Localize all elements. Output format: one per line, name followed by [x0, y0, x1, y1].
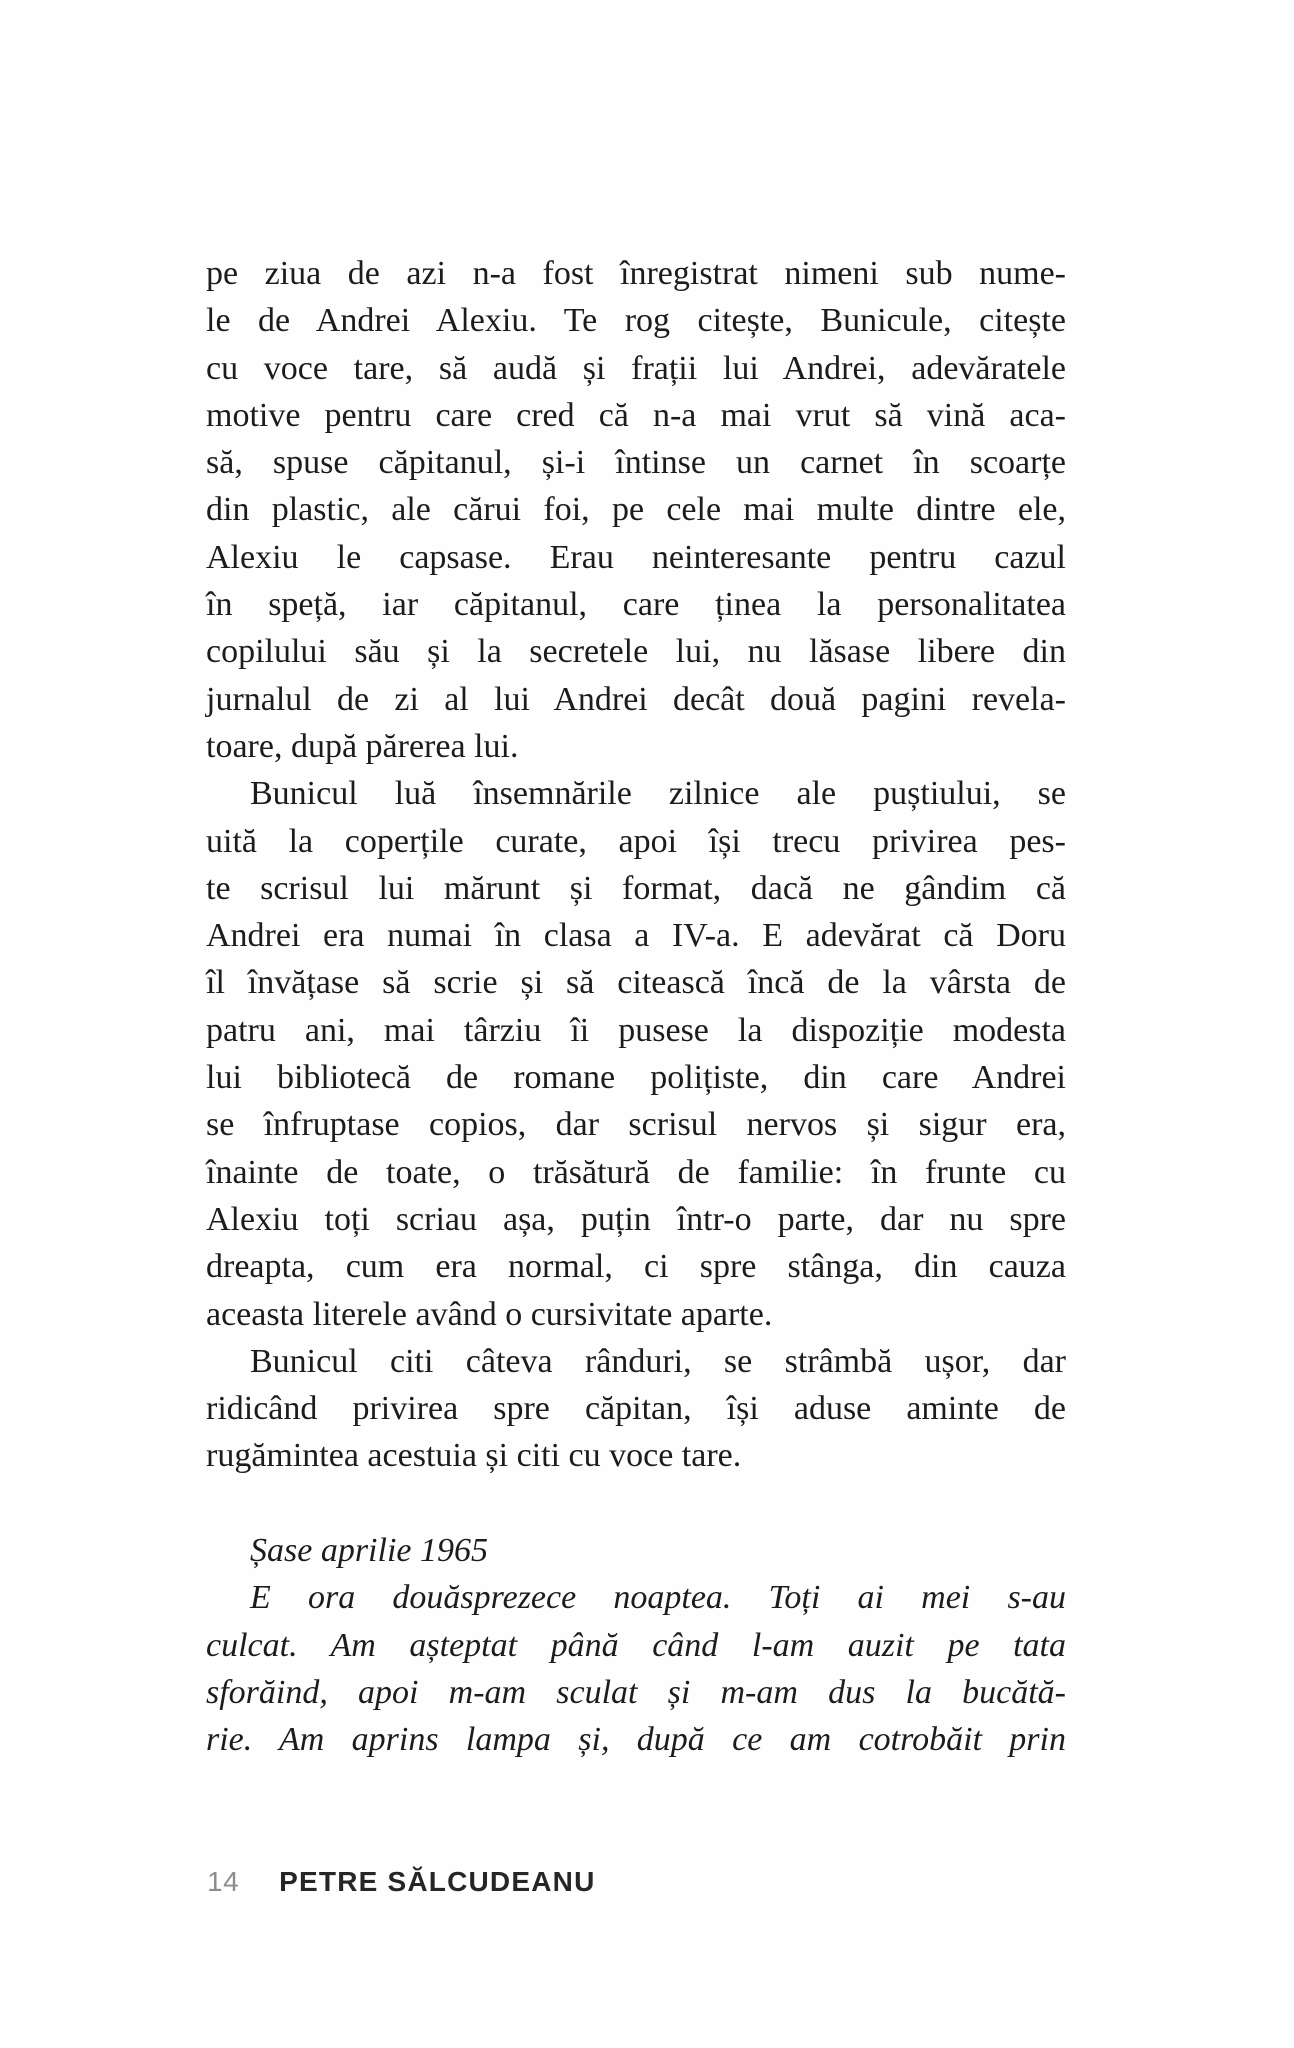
text-line: Alexiu le capsase. Erau neinteresante pentru cazul: [206, 538, 1066, 576]
text-line: jurnalul de zi al lui Andrei decât două pagini revela-: [206, 680, 1066, 718]
text-line: uită la coperțile curate, apoi își trecu privirea pes-: [206, 822, 1066, 860]
text-line: din plastic, ale cărui foi, pe cele mai multe dintre ele,: [206, 491, 1066, 529]
text-line: se înfruptase copios, dar scrisul nervos și sigur era,: [206, 1106, 1066, 1144]
text-line: în speță, iar căpitanul, care ținea la personalitatea: [206, 586, 1066, 624]
running-author: PETRE SĂLCUDEANU: [279, 1866, 596, 1897]
text-line: te scrisul lui mărunt și format, dacă ne gândim că: [206, 869, 1066, 907]
text-line: copilului său și la secretele lui, nu lăsase libere din: [206, 633, 1066, 671]
text-line: Andrei era numai în clasa a IV-a. E adevărat că Doru: [206, 917, 1066, 955]
text-line: patru ani, mai târziu îi pusese la dispoziție modesta: [206, 1011, 1066, 1049]
text-line: cu voce tare, să audă și frații lui Andrei, adevăratele: [206, 349, 1066, 387]
page-number: 14: [207, 1866, 240, 1897]
text-line: Bunicul luă însemnările zilnice ale puștiului, se: [250, 775, 1066, 813]
text-line: E ora douăsprezece noaptea. Toți ai mei s-au: [250, 1579, 1066, 1617]
text-line: sforăind, apoi m-am sculat și m-am dus la bucătă-: [206, 1673, 1066, 1711]
text-line: Bunicul citi câteva rânduri, se strâmbă ușor, dar: [250, 1342, 1066, 1380]
text-line: lui bibliotecă de romane polițiste, din care Andrei: [206, 1059, 1066, 1097]
text-line: ridicând privirea spre căpitan, își aduse aminte de: [206, 1390, 1066, 1428]
text-line: înainte de toate, o trăsătură de familie: în frunte cu: [206, 1153, 1066, 1191]
text-line: culcat. Am așteptat până când l-am auzit pe tata: [206, 1626, 1066, 1664]
body-paragraph: [206, 770, 1066, 1338]
text-line: Șase aprilie 1965: [250, 1532, 488, 1570]
body-paragraph: [206, 1338, 1066, 1480]
text-line: le de Andrei Alexiu. Te rog citește, Bunicule, citește: [206, 302, 1066, 340]
text-line: să, spuse căpitanul, și-i întinse un carnet în scoarțe: [206, 444, 1066, 482]
page-footer: [207, 1866, 596, 1898]
body-paragraph: [206, 250, 1066, 770]
diary-paragraph: [206, 1527, 1066, 1763]
text-line: motive pentru care cred că n-a mai vrut să vină aca-: [206, 396, 1066, 434]
text-line: rugămintea acestuia și citi cu voce tare.: [206, 1437, 742, 1475]
text-line: pe ziua de azi n-a fost înregistrat nimeni sub nume-: [206, 255, 1066, 292]
text-line: toare, după părerea lui.: [206, 727, 519, 765]
text-line: dreapta, cum era normal, ci spre stânga, din cauza: [206, 1248, 1066, 1286]
text-line: aceasta literele având o cursivitate aparte.: [206, 1295, 773, 1333]
text-line: Alexiu toți scriau așa, puțin într-o parte, dar nu spre: [206, 1200, 1066, 1238]
text-line: îl învățase să scrie și să citească încă de la vârsta de: [206, 964, 1066, 1002]
text-block: [206, 250, 1066, 1764]
text-line: rie. Am aprins lampa și, după ce am cotrobăit prin: [206, 1721, 1066, 1759]
